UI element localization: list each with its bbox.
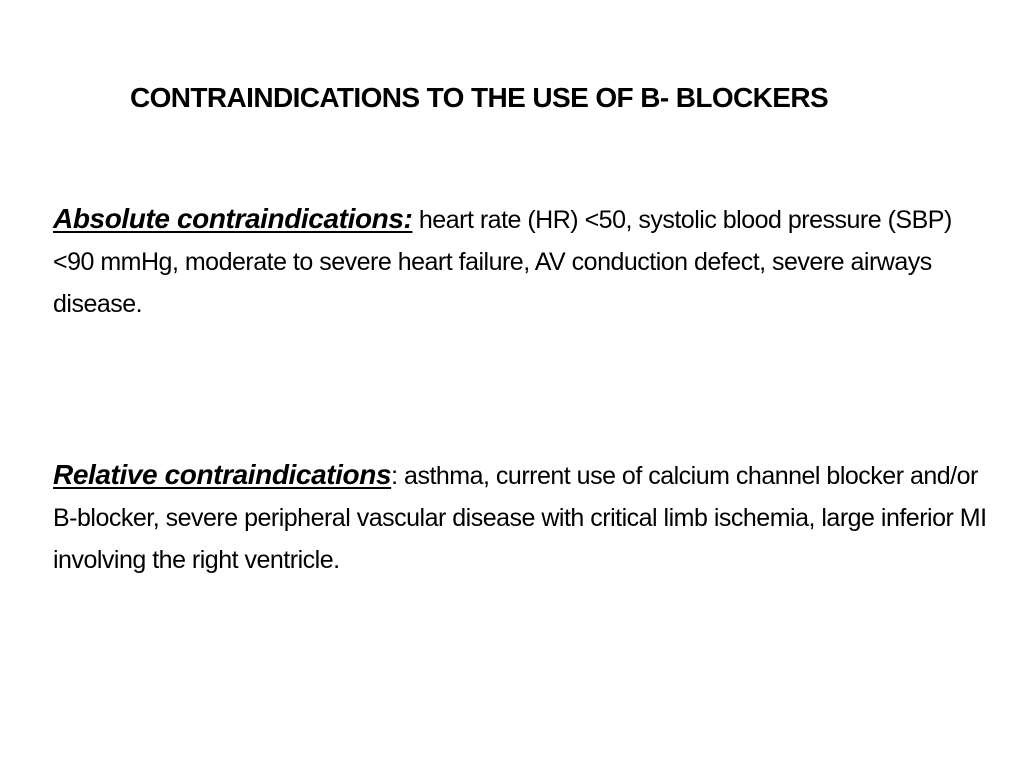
relative-contraindications-paragraph — [53, 454, 993, 581]
relative-contraindications-heading: Relative contraindications — [53, 459, 392, 490]
absolute-contraindications-heading: Absolute contraindications: — [53, 203, 413, 234]
absolute-contraindications-paragraph — [53, 198, 993, 325]
relative-contraindications-text: asthma, current use of calcium channel blocker and/or B-blocker, severe peripheral vascular disease with critical limb ischemia, large inferior MI involving the right ventricle. — [53, 462, 987, 574]
absolute-contraindications-text: heart rate (HR) <50, systolic blood pressure (SBP) <90 mmHg, moderate to severe heart failure, AV conduction defect, severe airways disease. — [53, 206, 952, 318]
relative-separator: : — [391, 462, 405, 490]
slide-title: CONTRAINDICATIONS TO THE USE OF B- BLOCKERS — [130, 82, 829, 113]
